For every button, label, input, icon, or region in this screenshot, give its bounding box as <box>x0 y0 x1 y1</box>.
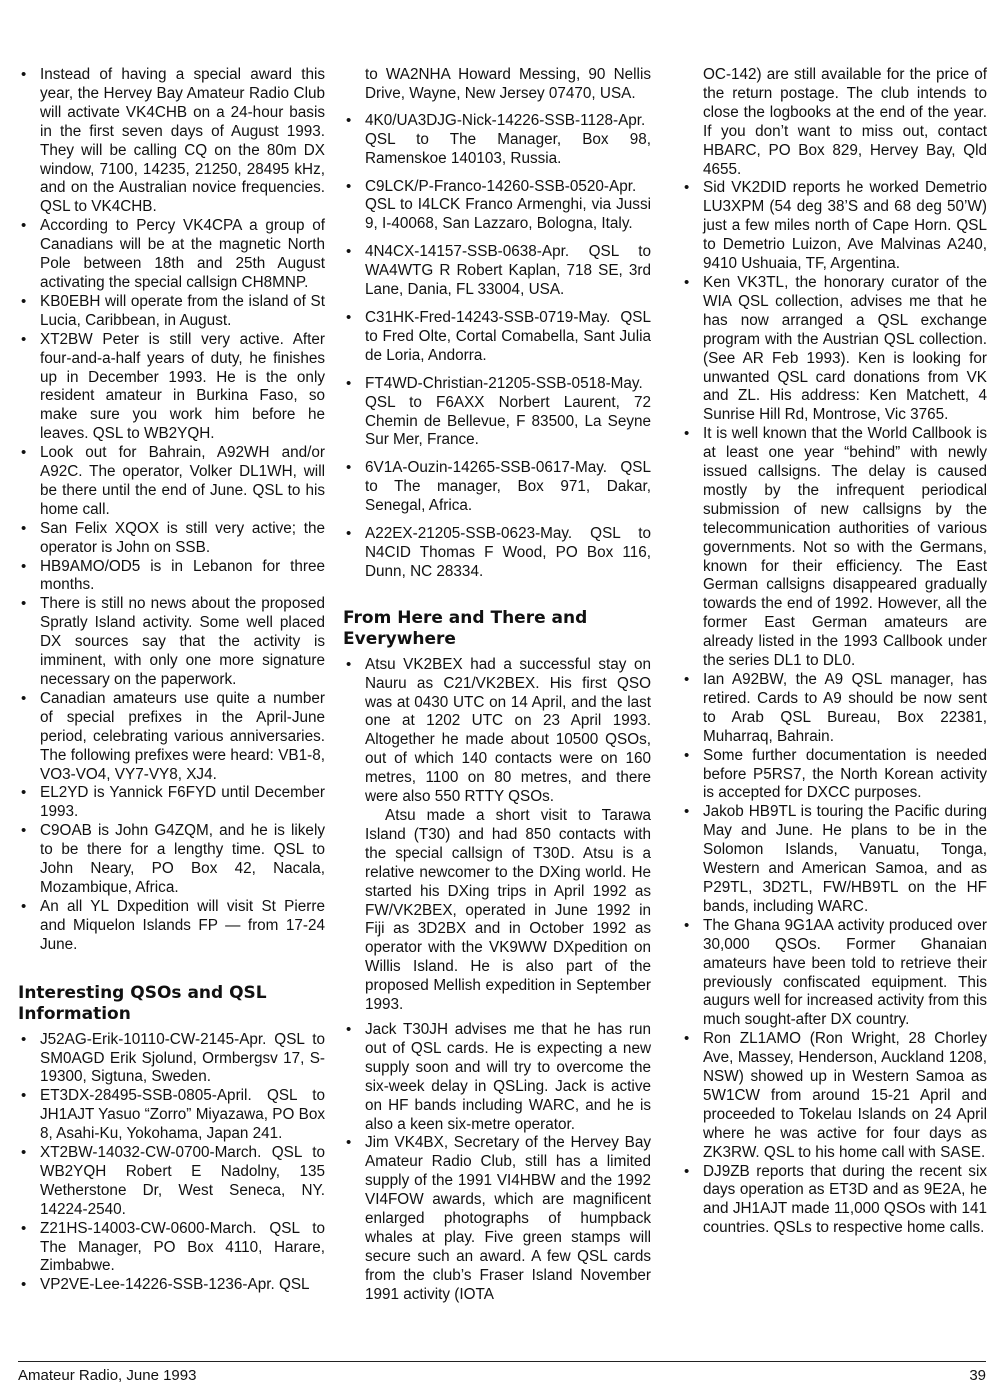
list-item: • J52AG-Erik-10110-CW-2145-Apr. QSL to SM0AGD Erik Sjolund, Ormbergsv 17, S-19300, Sigtuna, Sweden. <box>18 1031 325 1088</box>
list-item: • Ian A92BW, the A9 QSL manager, has retired. Cards to A9 should be now sent to Arab QSL Bureau, Box 22381, Muharraq, Bahrain. <box>681 671 987 747</box>
list-item: • Jakob HB9TL is touring the Pacific during May and June. He plans to be in the Solomon Islands, Vanuatu, Tonga, Western and American Samoa, and as P29TL, 3D2TL, FW/HB9TL on the HF bands, including WARC. <box>681 803 987 916</box>
news-list-4 <box>681 179 987 1238</box>
section-heading-here-there: From Here and There and Everywhere <box>343 607 588 649</box>
list-item: • XT2BW Peter is still very active. After four-and-a-half years of duty, he finishes up in December 1993. He is the only resident amateur in Burkina Faso, so make sure you work him before he leaves. QSL to WB2YQH. <box>18 331 325 444</box>
news-list-3 <box>343 1021 651 1305</box>
list-item: • There is still no news about the proposed Spratly Island activity. Some well placed DX sources say that the activity is imminent, with only one more signature necessary on the paperwork. <box>18 595 325 690</box>
list-item: • HB9AMO/OD5 is in Lebanon for three months. <box>18 558 325 596</box>
qsl-list <box>18 1031 325 1296</box>
page-number: 39 <box>969 1367 986 1384</box>
section-heading-qsl: Interesting QSOs and QSL Information <box>18 982 267 1024</box>
list-item: • Ron ZL1AMO (Ron Wright, 28 Chorley Ave, Massey, Henderson, Auckland 1208, NSW) showed up in Western Samoa as 5W1CW from around 15-21 April and proceeded to Tokelau Islands on 24 April where he was active for four days as ZK3RW. QSL to his home call with SASE. <box>681 1030 987 1162</box>
list-item: • Jack T30JH advises me that he has run out of QSL cards. He is expecting a new supply soon and will try to overcome the six-week delay in QSLing. Jack is active on HF bands including WARC, and he is also a keen six-metre operator. <box>343 1021 651 1134</box>
list-item: • 6V1A-Ouzin-14265-SSB-0617-May. QSL to The manager, Box 971, Dakar, Senegal, Africa. <box>343 459 651 516</box>
list-item: • Z21HS-14003-CW-0600-March. QSL to The Manager, PO Box 4110, Harare, Zimbabwe. <box>18 1220 325 1277</box>
column-1 <box>18 66 325 1295</box>
continued-text: OC-142) are still available for the price of the return postage. The club intends to close the logbooks at the end of the year. If you don’t want to miss out, contact HBARC, PO Box 829, Hervey Bay, Qld 4655. <box>703 66 987 178</box>
footer-publication: Amateur Radio, June 1993 <box>18 1367 197 1384</box>
news-list <box>18 66 325 955</box>
list-item: • FT4WD-Christian-21205-SSB-0518-May. QSL to F6AXX Norbert Laurent, 72 Chemin de Bellevue, F 83500, La Seyne Sur Mer, France. <box>343 375 651 451</box>
list-item: • EL2YD is Yannick F6FYD until December 1993. <box>18 784 325 822</box>
list-item: • Canadian amateurs use quite a number of special prefixes in the April-June period, celebrating various anniversaries. The following prefixes were heard: VB1-8, VO3-VO4, VY7-VY8, XJ4. <box>18 690 325 785</box>
list-item: • XT2BW-14032-CW-0700-March. QSL to WB2YQH Robert E Nadolny, 135 Wetherstone Dr, West Seneca, NY. 14224-2540. <box>18 1144 325 1220</box>
qsl-list-continued <box>343 112 651 582</box>
list-item: • DJ9ZB reports that during the recent six days operation as ET3D and as 9E2A, he and JH1AJT made 11,000 QSOs with 141 countries. QSLs to respective home calls. <box>681 1163 987 1239</box>
list-item: • Jim VK4BX, Secretary of the Hervey Bay Amateur Radio Club, still has a limited supply of the 1991 VI4HBW and the 1992 VI4FOW awards, which are magnificent enlarged photographs of humpback whales at play. Five green stamps will secure such an award. A few QSL cards from the club’s Fraser Island November 1991 activity (IOTA <box>343 1134 651 1304</box>
list-item: • Instead of having a special award this year, the Hervey Bay Amateur Radio Club will activate VK4CHB on a 24-hour basis in the first seven days of August 1993. They will be calling CQ on the 80m DX window, 7100, 14235, 21250, 28495 kHz, and on the Australian novice frequencies. QSL to VK4CHB. <box>18 66 325 217</box>
list-item: • An all YL Dxpedition will visit St Pierre and Miquelon Islands FP — from 17-24 June. <box>18 898 325 955</box>
list-item: • ET3DX-28495-SSB-0805-April. QSL to JH1AJT Yasuo “Zorro” Miyazawa, PO Box 8, Asahi-Ku, Yokohama, Japan 241. <box>18 1087 325 1144</box>
continued-text: to WA2NHA Howard Messing, 90 Nellis Drive, Wayne, New Jersey 07470, USA. <box>365 66 651 102</box>
list-item: • Look out for Bahrain, A92WH and/or A92C. The operator, Volker DL1WH, will be there until the end of June. QSL to his home call. <box>18 444 325 520</box>
list-item: • C31HK-Fred-14243-SSB-0719-May. QSL to Fred Olte, Cortal Comabella, Sant Julia de Loria, Andorra. <box>343 309 651 366</box>
news-list-2 <box>343 656 651 807</box>
list-item: • Ken VK3TL, the honorary curator of the WIA QSL collection, advises me that he has now arranged a QSL exchange program with the Austrian QSL collection. (See AR Feb 1993). Ken is looking for unwanted QSL card donations from VK and ZL. His address: Ken Matchett, 4 Sunrise Hill Rd, Montrose, Vic 3765. <box>681 274 987 425</box>
list-item: • KB0EBH will operate from the island of St Lucia, Caribbean, in August. <box>18 293 325 331</box>
paragraph: Atsu made a short visit to Tarawa Island (T30) and had 850 contacts with the special callsign of T30D. Atsu is a relative newcomer to the DXing world. He started his DXing trips in April 1992 as FW/VK2BEX, operated in June 1992 in Fiji as 3D2BX and in October 1992 as operator with the VK9WW DXpedition on Willis Island. He is also part of the proposed Mellish expedition in September 1993. <box>365 807 651 1014</box>
list-item: • Sid VK2DID reports he worked Demetrio LU3XPM (54 deg 38’S and 68 deg 50’W) just a few miles north of Cape Horn. QSL to Demetrio Luizon, Ave Malvinas A240, 9410 Ushuaia, TF, Argentina. <box>681 179 987 274</box>
list-item: • A22EX-21205-SSB-0623-May. QSL to N4CID Thomas F Wood, PO Box 116, Dunn, NC 28334. <box>343 525 651 582</box>
list-item: • VP2VE-Lee-14226-SSB-1236-Apr. QSL <box>18 1276 325 1295</box>
list-item: • According to Percy VK4CPA a group of Canadians will be at the magnetic North Pole between 18th and 25th August activating the special callsign CH8MNP. <box>18 217 325 293</box>
list-item: • C9OAB is John G4ZQM, and he is likely to be there for a lengthy time. QSL to John Neary, PO Box 42, Nacala, Mozambique, Africa. <box>18 822 325 898</box>
list-item: • 4N4CX-14157-SSB-0638-Apr. QSL to WA4WTG R Robert Kaplan, 718 SE, 3rd Lane, Dania, FL 33004, USA. <box>343 243 651 300</box>
list-item: • It is well known that the World Callbook is at least one year “behind” with newly issued callsigns. The delay is caused mostly by the infrequent periodical submission of new callsigns by the telecommunication authorities of various governments. Not so with the Germans, known for their efficiency. The East German callsigns disappeared gradually towards the end of 1992. However, all the former East German amateurs are already listed in the 1993 Callbook under the series DL1 to DL0. <box>681 425 987 671</box>
column-2 <box>343 66 651 1305</box>
list-item: • The Ghana 9G1AA activity produced over 30,000 QSOs. Former Ghanaian amateurs have been told to retrieve their previously confiscated equipment. This augurs well for increased activity from this much sought-after DX country. <box>681 917 987 1030</box>
list-item: • C9LCK/P-Franco-14260-SSB-0520-Apr. QSL to I4LCK Franco Armenghi, via Jussi 9, I-40068, San Lazzaro, Bologna, Italy. <box>343 178 651 235</box>
footer-divider <box>18 1361 986 1362</box>
list-item: • 4K0/UA3DJG-Nick-14226-SSB-1128-Apr. QSL to The Manager, Box 98, Ramenskoe 140103, Russia. <box>343 112 651 169</box>
list-item: • Some further documentation is needed before P5RS7, the North Korean activity is accepted for DXCC purposes. <box>681 747 987 804</box>
list-item: • San Felix XQOX is still very active; the operator is John on SSB. <box>18 520 325 558</box>
column-3 <box>681 66 987 1238</box>
list-item: • Atsu VK2BEX had a successful stay on Nauru as C21/VK2BEX. His first QSO was at 0430 UTC on 14 April, and the last one at 1202 UTC on 23 April 1993. Altogether he made about 10500 QSOs, out of which 140 contacts were on 160 metres, 1100 on 80 metres, and there were also 550 RTTY QSOs. <box>343 656 651 807</box>
